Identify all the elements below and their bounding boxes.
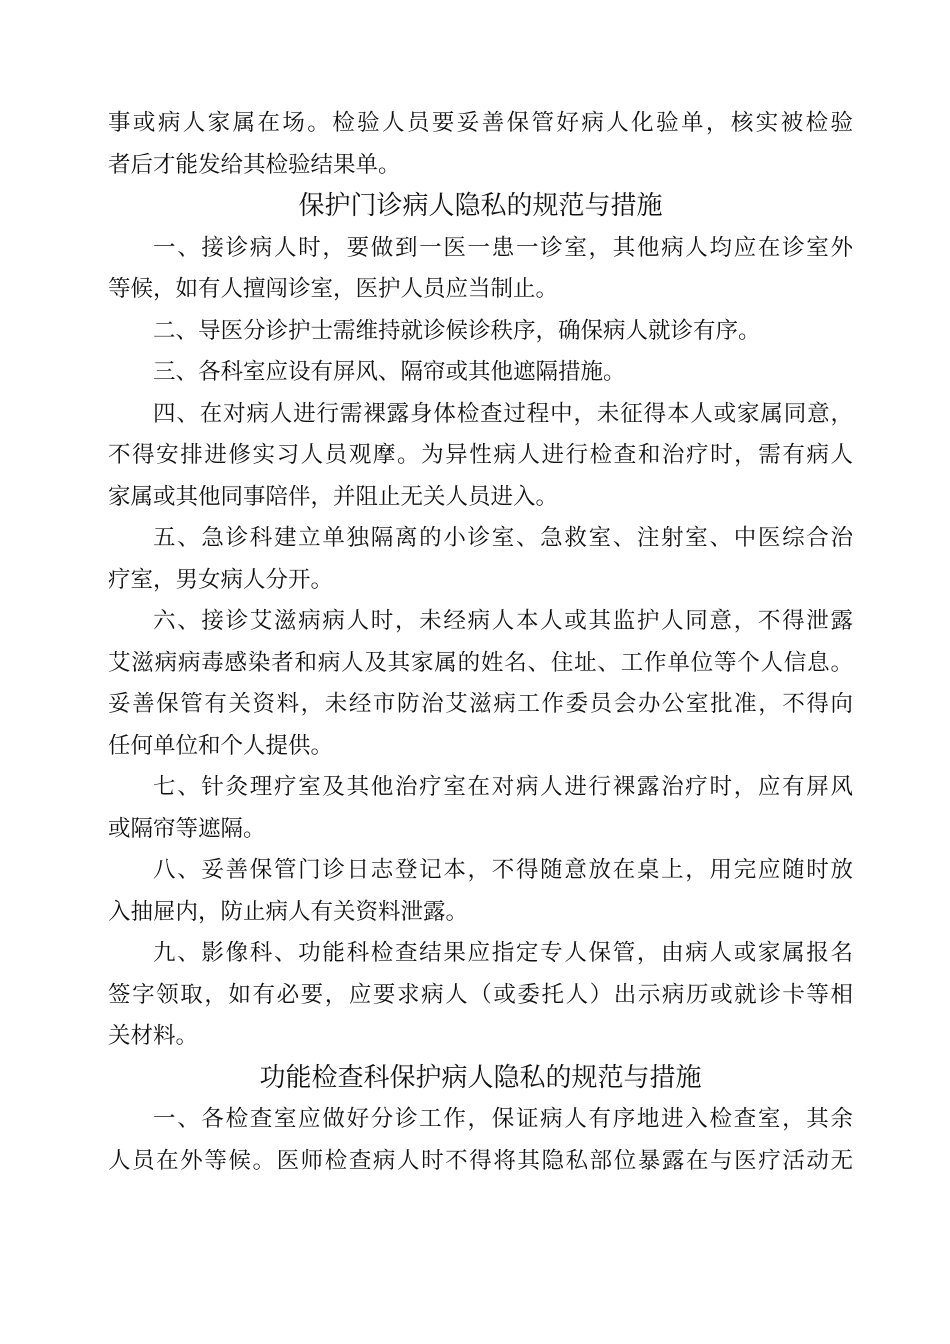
paragraph-1	[108, 228, 853, 311]
text-line: 九、影像科、功能科检查结果应指定专人保管，由病人或家属报名	[153, 940, 853, 966]
text-line: 入抽屉内，防止病人有关资料泄露。	[108, 898, 469, 925]
text-line: 四、在对病人进行需裸露身体检查过程中，未征得本人或家属同意，	[153, 400, 853, 427]
text-line: 签字领取，如有必要，应要求病人（或委托人）出示病历或就诊卡等相	[108, 981, 853, 1008]
section-title: 保护门诊病人隐私的规范与措施	[298, 191, 663, 221]
text-line: 者后才能发给其检验结果单。	[108, 151, 401, 178]
paragraph-5	[108, 518, 853, 601]
paragraph-7	[108, 767, 853, 850]
text-line: 艾滋病病毒感染者和病人及其家属的姓名、住址、工作单位等个人信息。	[108, 649, 853, 676]
text-line: 关材料。	[108, 1023, 199, 1049]
paragraph-3	[108, 352, 853, 394]
paragraph-10	[108, 1099, 853, 1182]
text-line: 不得安排进修实习人员观摩。为异性病人进行检查和治疗时，需有病人	[108, 442, 853, 468]
text-line: 事或病人家属在场。检验人员要妥善保管好病人化验单，核实被检验	[108, 110, 853, 136]
document-page	[108, 103, 853, 1182]
text-line: 二、导医分诊护士需维持就诊候诊秩序，确保病人就诊有序。	[153, 317, 761, 344]
intro-paragraph	[108, 103, 853, 186]
paragraph-6	[108, 601, 853, 767]
text-line: 任何单位和个人提供。	[108, 732, 334, 759]
text-line: 一、各检查室应做好分诊工作，保证病人有序地进入检查室，其余	[153, 1106, 853, 1132]
text-line: 疗室，男女病人分开。	[108, 566, 334, 593]
paragraph-9	[108, 933, 853, 1058]
text-line: 妥善保管有关资料，未经市防治艾滋病工作委员会办公室批准，不得向	[108, 691, 853, 717]
text-line: 一、接诊病人时，要做到一医一患一诊室，其他病人均应在诊室外	[153, 234, 853, 261]
paragraph-2	[108, 311, 853, 353]
text-line: 或隔帘等遮隔。	[108, 815, 266, 842]
paragraph-4	[108, 394, 853, 519]
text-line: 七、针灸理疗室及其他治疗室在对病人进行裸露治疗时，应有屏风	[153, 774, 853, 800]
text-line: 家属或其他同事陪伴，并阻止无关人员进入。	[108, 483, 559, 510]
text-line: 六、接诊艾滋病病人时，未经病人本人或其监护人同意，不得泄露	[153, 608, 853, 634]
text-line: 等候，如有人擅闯诊室，医护人员应当制止。	[108, 276, 559, 302]
text-line: 三、各科室应设有屏风、隔帘或其他遮隔措施。	[153, 359, 626, 385]
section-title: 功能检查科保护病人隐私的规范与措施	[259, 1062, 702, 1093]
text-line: 五、急诊科建立单独隔离的小诊室、急救室、注射室、中医综合治	[153, 525, 853, 551]
text-line: 人员在外等候。医师检查病人时不得将其隐私部位暴露在与医疗活动无	[108, 1147, 853, 1174]
text-line: 八、妥善保管门诊日志登记本，不得随意放在桌上，用完应随时放	[153, 857, 853, 883]
paragraph-8	[108, 850, 853, 933]
